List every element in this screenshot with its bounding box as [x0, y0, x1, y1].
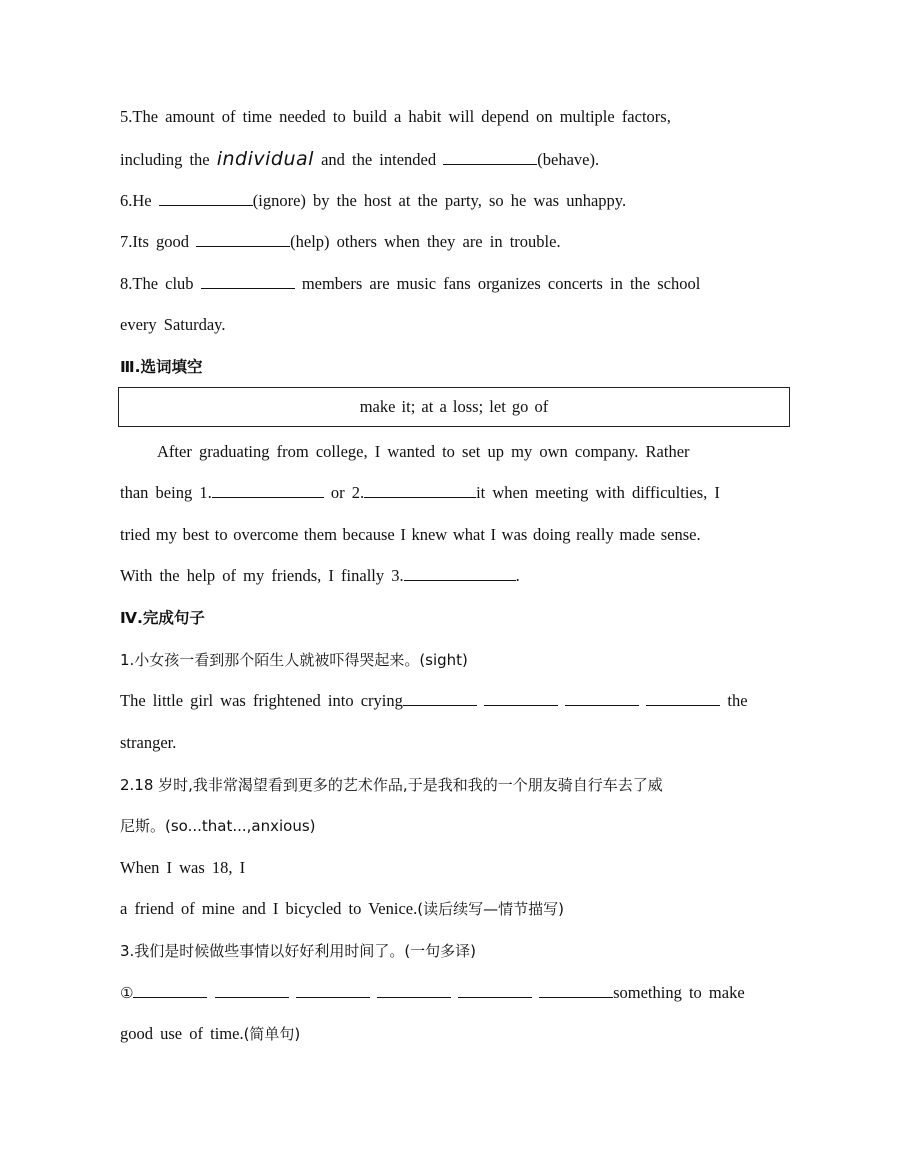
q3-en-line2-pre: good use of time.	[120, 1024, 244, 1043]
q7-post: (help) others when they are in trouble.	[290, 232, 561, 251]
q1-english-line1	[120, 690, 748, 712]
q1-english-line2	[120, 732, 176, 754]
q1-en-line2-text: stranger.	[120, 733, 177, 752]
passage-line4-a: With the help of my friends, I finally 3.	[120, 566, 404, 585]
q2-chinese-line2: 尼斯。(so...that...,anxious)	[120, 817, 316, 835]
q8-line1	[120, 273, 700, 295]
q1-en-pre: The little girl was frightened into crying	[120, 691, 403, 710]
answer-blank[interactable]	[377, 982, 451, 998]
q3-en-line2-note: (简单句)	[243, 1025, 301, 1043]
answer-blank[interactable]	[565, 690, 639, 706]
answer-blank[interactable]	[484, 690, 558, 706]
q2-en-line2-pre: a friend of mine and I bicycled to Venice.	[120, 899, 418, 918]
passage-line4-b: .	[515, 566, 520, 585]
passage-line1-text: After graduating from college, I wanted to set up my own company. Rather	[157, 442, 690, 461]
answer-blank[interactable]	[159, 190, 253, 206]
answer-blank[interactable]	[215, 982, 289, 998]
q1-en-post: the	[727, 691, 748, 710]
passage-line4	[120, 565, 520, 587]
answer-blank[interactable]	[403, 690, 477, 706]
answer-blank[interactable]	[539, 982, 613, 998]
section3-heading: Ⅲ.选词填空	[120, 358, 203, 376]
answer-blank[interactable]	[646, 690, 720, 706]
answer-blank[interactable]	[133, 982, 207, 998]
passage-line2-a: than being 1.	[120, 483, 212, 502]
passage-line2-c: it when meeting with difficulties, I	[476, 483, 720, 502]
q8-pre: 8.The club	[120, 274, 194, 293]
answer-blank[interactable]	[296, 982, 370, 998]
q5-line1	[120, 106, 671, 128]
q7-line	[120, 231, 561, 253]
passage-line1	[157, 441, 690, 463]
q5-text: 5.The amount of time needed to build a habit will depend on multiple factors,	[120, 107, 671, 126]
q8-line2	[120, 314, 225, 336]
q3-english-line1	[120, 982, 745, 1004]
answer-blank-2[interactable]	[364, 482, 476, 498]
passage-line2	[120, 482, 720, 504]
passage-line3-text: tried my best to overcome them because I knew what I was doing really made sense.	[120, 525, 701, 544]
q8-line2-text: every Saturday.	[120, 315, 226, 334]
q2-english-line2	[120, 898, 564, 920]
answer-blank[interactable]	[196, 231, 290, 247]
passage-line2-b: or 2.	[330, 483, 365, 502]
q5-line2	[120, 148, 599, 171]
q7-pre: 7.Its good	[120, 232, 189, 251]
q1-chinese: 1.小女孩一看到那个陌生人就被吓得哭起来。(sight)	[120, 651, 468, 669]
circled-number-one: ①	[120, 984, 134, 1002]
q3-en-post: something to make	[613, 983, 745, 1002]
answer-blank[interactable]	[458, 982, 532, 998]
q3-english-line2	[120, 1023, 300, 1045]
q2-chinese-line1: 2.18 岁时,我非常渴望看到更多的艺术作品,于是我和我的一个朋友骑自行车去了威	[120, 776, 663, 794]
q6-post: (ignore) by the host at the party, so he was unhappy.	[252, 191, 627, 210]
answer-blank[interactable]	[443, 149, 537, 165]
q5-mid: and the intended	[321, 150, 437, 169]
passage-line3	[120, 524, 701, 546]
q3-chinese: 3.我们是时候做些事情以好好利用时间了。(一句多译)	[120, 942, 477, 960]
q5-pre: including the	[120, 150, 210, 169]
answer-blank[interactable]	[201, 273, 295, 289]
section4-heading: Ⅳ.完成句子	[120, 609, 205, 627]
word-box	[118, 387, 790, 427]
answer-blank-1[interactable]	[212, 482, 324, 498]
word-box-text: make it; at a loss; let go of	[359, 397, 549, 416]
q2-english-line1	[120, 857, 245, 879]
q6-pre: 6.He	[120, 191, 152, 210]
handwritten-word: individual	[216, 148, 314, 170]
q2-en-line2-note: (读后续写—情节描写)	[417, 900, 564, 918]
q8-post: members are music fans organizes concerts in the school	[301, 274, 701, 293]
answer-blank-3[interactable]	[404, 565, 516, 581]
q6-line	[120, 190, 626, 212]
q5-hint: (behave).	[537, 150, 600, 169]
q2-en-line1-text: When I was 18, I	[120, 858, 246, 877]
